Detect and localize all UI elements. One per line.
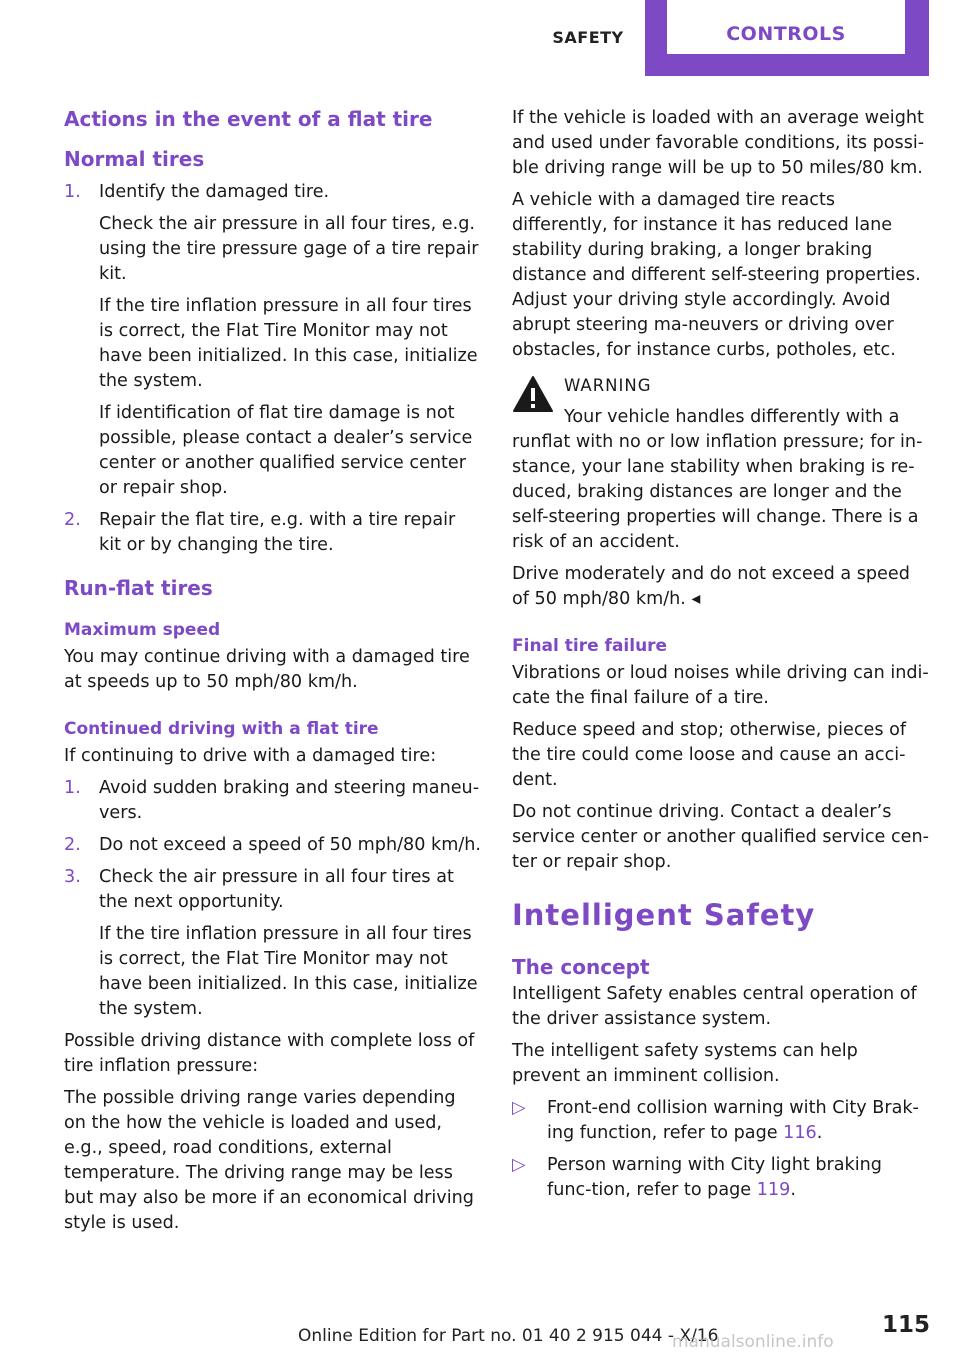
warning-drive-text: Drive moderately and do not exceed a speed of 50 mph/80 km/h. [512, 564, 910, 609]
heading-intelligent-safety: Intelligent Safety [512, 898, 816, 932]
list-item-text: Check the air pressure in all four tires at the next opportunity. [99, 867, 454, 912]
warning-block [512, 373, 930, 612]
paragraph-continued-driving: If continuing to drive with a damaged tire: [64, 746, 437, 766]
paragraph-damaged-tire-reacts: A vehicle with a damaged tire reacts differently, for instance it has reduced lane stability during braking, a longer braking distance and different self-steering properties. Adjust your driving style accordingly. Avoid abrupt steering ma‐neuvers or driving over obstacles, for instance curbs, potholes, etc. [512, 190, 921, 360]
bullet-end: . [816, 1123, 823, 1143]
paragraph-concept: Intelligent Safety enables central operation of the driver assistance system. [512, 984, 917, 1029]
paragraph-vibrations: Vibrations or loud noises while driving can indi‐cate the final failure of a tire. [512, 663, 929, 708]
end-mark-icon: ◂ [691, 589, 701, 609]
heading-normal-tires: Normal tires [64, 147, 205, 171]
tab-controls: CONTROLS [667, 0, 905, 54]
list-number: 1. [64, 182, 81, 202]
warning-title: WARNING [564, 376, 652, 395]
left-column [64, 106, 482, 1243]
list-item-text: If the tire inflation pressure in all four tires is correct, the Flat Tire Monitor may not have been initialized. In this case, initialize the system. [99, 296, 478, 391]
page-link[interactable]: 119 [756, 1180, 791, 1200]
list-item [64, 833, 482, 858]
warning-text: runflat with no or low inflation pressure; for in‐stance, your lane stability when braking is re‐duced, braking distances are longer and the self-steering properties will change. There is a risk of an accident. [512, 432, 923, 552]
watermark: manualsonline.info [672, 1332, 834, 1352]
list-number: 2. [64, 510, 81, 530]
list-item [64, 508, 482, 558]
paragraph-maximum-speed: You may continue driving with a damaged tire at speeds up to 50 mph/80 km/h. [64, 647, 470, 692]
heading-final-tire-failure: Final tire failure [512, 636, 668, 656]
bullet-triangle-icon: ▷ [512, 1155, 526, 1175]
page-link[interactable]: 116 [783, 1123, 817, 1143]
tab-safety: SAFETY [552, 28, 624, 47]
heading-actions-flat-tire: Actions in the event of a flat tire [64, 107, 433, 131]
list-item-text: Do not exceed a speed of 50 mph/80 km/h. [99, 835, 482, 855]
bullet-text: Person warning with City light braking func‐tion, refer to page [547, 1155, 882, 1200]
heading-maximum-speed: Maximum speed [64, 620, 221, 640]
list-number: 1. [64, 778, 81, 798]
paragraph-contact-dealer: Do not continue driving. Contact a dealer’s service center or another qualified service cen‐ter or repair shop. [512, 802, 929, 872]
list-number: 2. [64, 835, 81, 855]
paragraph-driving-range: The possible driving range varies depending on the how the vehicle is loaded and used, e.g., speed, road conditions, external temperature. The driving range may be less but may also be more if an economical driving style is used. [64, 1088, 474, 1233]
warning-triangle-icon [512, 375, 554, 413]
bullet-end: . [790, 1180, 796, 1200]
right-column [512, 106, 930, 1210]
paragraph-systems: The intelligent safety systems can help prevent an imminent collision. [512, 1041, 858, 1086]
list-item [512, 1153, 930, 1203]
page-number: 115 [882, 1312, 931, 1338]
list-item-text: Check the air pressure in all four tires, e.g. using the tire pressure gage of a tire repair kit. [99, 214, 479, 284]
footer-edition: Online Edition for Part no. 01 40 2 915 044 - X/16 [298, 1326, 719, 1346]
warning-drive-moderately [512, 562, 930, 612]
list-item-text: Avoid sudden braking and steering maneu‐vers. [99, 778, 480, 823]
paragraph-driving-distance: Possible driving distance with complete loss of tire inflation pressure: [64, 1031, 475, 1076]
heading-run-flat-tires: Run-flat tires [64, 576, 213, 600]
list-item [64, 180, 482, 501]
list-item-text: Repair the flat tire, e.g. with a tire repair kit or by changing the tire. [99, 510, 456, 555]
warning-text-first-line: Your vehicle handles differently with a [564, 407, 900, 427]
paragraph-reduce-speed: Reduce speed and stop; otherwise, pieces of the tire could come loose and cause an acci‐dent. [512, 720, 907, 790]
list-item [64, 865, 482, 1022]
bullet-text: Front-end collision warning with City Brak‐ing function, refer to page [547, 1098, 919, 1143]
list-item-text: Identify the damaged tire. [99, 182, 330, 202]
heading-continued-driving: Continued driving with a flat tire [64, 719, 379, 739]
list-item [512, 1096, 930, 1146]
list-number: 3. [64, 867, 81, 887]
paragraph-loaded-vehicle: If the vehicle is loaded with an average weight and used under favorable conditions, its possi‐ble driving range will be up to 50 miles/80 km. [512, 108, 925, 178]
list-item-text: If identification of flat tire damage is not possible, please contact a dealer’s service center or another qualified service center or repair shop. [99, 403, 473, 498]
bullet-triangle-icon: ▷ [512, 1098, 526, 1118]
list-item [64, 776, 482, 826]
heading-the-concept: The concept [512, 955, 650, 979]
list-item-text: If the tire inflation pressure in all four tires is correct, the Flat Tire Monitor may not have been initialized. In this case, initialize the system. [99, 924, 478, 1019]
